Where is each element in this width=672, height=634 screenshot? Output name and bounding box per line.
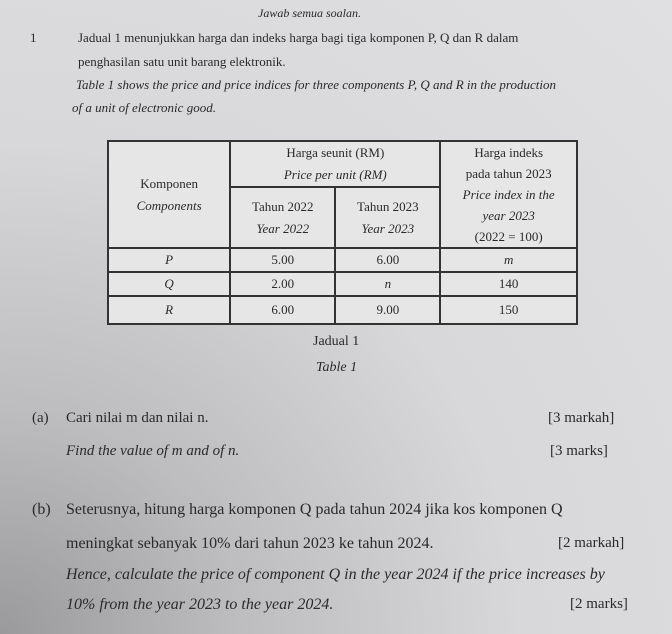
part-b-malay-line1: Seterusnya, hitung harga komponen Q pada tahun 2024 jika kos komponen Q xyxy=(66,501,563,518)
part-b-english-line2: 10% from the year 2023 to the year 2024. xyxy=(66,596,334,613)
question-malay-line1: Jadual 1 menunjukkan harga dan indeks harga bagi tiga komponen P, Q dan R dalam xyxy=(78,30,519,45)
header-price xyxy=(230,141,440,187)
cell-price-2023: n xyxy=(335,272,440,296)
table-row xyxy=(108,296,577,324)
header-2022 xyxy=(230,187,335,248)
cell-price-2023: 6.00 xyxy=(335,248,440,272)
header-2023 xyxy=(335,187,440,248)
question-english-line1: Table 1 shows the price and price indices for three components P, Q and R in the production xyxy=(76,77,556,92)
header-price-ms: Harga seunit (RM) xyxy=(286,145,385,161)
table-caption-ms: Jadual 1 xyxy=(313,334,360,349)
cell-index: 140 xyxy=(440,272,577,296)
part-b-english-line1: Hence, calculate the price of component Q in the year 2024 if the price increases by xyxy=(66,566,605,583)
header-component-ms: Komponen xyxy=(140,175,199,191)
header-component-en: Components xyxy=(136,197,202,213)
header-index-ms2: pada tahun 2023 xyxy=(465,166,552,181)
part-a-malay: Cari nilai m dan nilai n. xyxy=(66,410,209,426)
price-table xyxy=(107,140,578,325)
header-2022-en: Year 2022 xyxy=(256,220,310,236)
part-b-marks-ms: [2 markah] xyxy=(558,535,625,551)
header-index-en2: year 2023 xyxy=(482,208,535,223)
part-b-malay-line2: meningkat sebanyak 10% dari tahun 2023 ke tahun 2024. xyxy=(66,535,434,552)
cell-component: P xyxy=(108,248,230,272)
part-b-label: (b) xyxy=(32,501,51,518)
cell-price-2022: 5.00 xyxy=(230,248,335,272)
question-number: 1 xyxy=(30,30,37,45)
header-index-base: (2022 = 100) xyxy=(474,229,543,244)
cell-price-2022: 2.00 xyxy=(230,272,335,296)
header-price-en: Price per unit (RM) xyxy=(283,167,387,183)
cell-index: 150 xyxy=(440,296,577,324)
header-2023-ms: Tahun 2023 xyxy=(357,198,419,214)
instruction: Jawab semua soalan. xyxy=(258,6,361,20)
part-a-marks-en: [3 marks] xyxy=(550,443,608,459)
part-b-marks-en: [2 marks] xyxy=(570,596,628,612)
cell-component: Q xyxy=(108,272,230,296)
cell-price-2023: 9.00 xyxy=(335,296,440,324)
header-component xyxy=(108,141,230,248)
header-2023-en: Year 2023 xyxy=(361,220,415,236)
part-a-english: Find the value of m and of n. xyxy=(66,443,240,459)
table-row xyxy=(108,248,577,272)
question-malay-line2: penghasilan satu unit barang elektronik. xyxy=(78,54,286,69)
table-row xyxy=(108,272,577,296)
cell-index: m xyxy=(440,248,577,272)
part-a-marks-ms: [3 markah] xyxy=(548,410,615,426)
header-2022-ms: Tahun 2022 xyxy=(251,198,314,214)
question-english-line2: of a unit of electronic good. xyxy=(72,100,216,115)
cell-component: R xyxy=(108,296,230,324)
header-index-ms1: Harga indeks xyxy=(474,145,544,160)
table-caption-en: Table 1 xyxy=(316,360,358,375)
header-index-en1: Price index in the xyxy=(462,187,555,202)
header-index xyxy=(440,141,577,248)
cell-price-2022: 6.00 xyxy=(230,296,335,324)
part-a-label: (a) xyxy=(32,410,49,426)
